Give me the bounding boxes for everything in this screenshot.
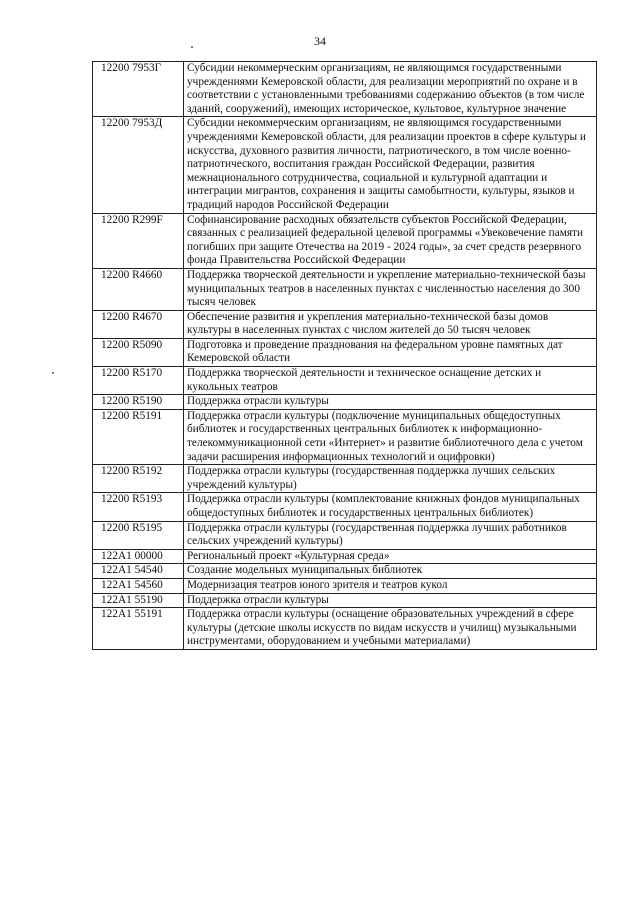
table-row	[93, 395, 597, 410]
table-row	[93, 465, 597, 493]
table-row	[93, 578, 597, 593]
table-row	[93, 564, 597, 579]
budget-code: 12200 R299F	[93, 213, 184, 268]
code-description: Поддержка творческой деятельности и техническое оснащение детских и кукольных театров	[184, 367, 597, 395]
code-description: Софинансирование расходных обязательств субъектов Российской Федерации, связанных с реализацией федеральной целевой программы «Увековечение памяти погибших при защите Отечества на 2019 - 2024 годы», за счет средств резервного фонда Правительства Российской Федерации	[184, 213, 597, 268]
table-row	[93, 268, 597, 310]
page-number: 34	[314, 34, 326, 48]
budget-code: 12200 R5190	[93, 395, 184, 410]
table-row	[93, 310, 597, 338]
table-row	[93, 521, 597, 549]
code-description: Модернизация театров юного зрителя и театров кукол	[184, 578, 597, 593]
table-row	[93, 213, 597, 268]
budget-code: 12200 R4670	[93, 310, 184, 338]
budget-codes-table	[92, 61, 597, 650]
budget-code: 122A1 00000	[93, 549, 184, 564]
table-row	[93, 593, 597, 608]
table-row	[93, 117, 597, 213]
code-description: Субсидии некоммерческим организациям, не являющимся государственными учреждениями Кемеровской области, для реализации проектов в сфере культуры и искусства, духовного развития личности, патриотического, в том числе военно-патриотического, воспитания граждан Российской Федерации, развития межнационального сотрудничества, социальной и культурной адаптации и интеграции мигрантов, сохранения и защиты самобытности, культуры, языков и традиций народов Российской Федерации	[184, 117, 597, 213]
budget-code: 122A1 54560	[93, 578, 184, 593]
budget-code: 12200 R5193	[93, 493, 184, 521]
code-description: Региональный проект «Культурная среда»	[184, 549, 597, 564]
scan-speck	[191, 46, 193, 48]
budget-code: 12200 R4660	[93, 268, 184, 310]
code-description: Поддержка отрасли культуры (оснащение образовательных учреждений в сфере культуры (детские школы искусств по видам искусств и училищ) музыкальными инструментами, оборудованием и учебными материалами)	[184, 608, 597, 650]
table-row	[93, 338, 597, 366]
table-row	[93, 493, 597, 521]
budget-code: 12200 R5195	[93, 521, 184, 549]
table-row	[93, 62, 597, 117]
budget-code: 122A1 54540	[93, 564, 184, 579]
code-description: Поддержка отрасли культуры (комплектование книжных фондов муниципальных общедоступных библиотек и государственных центральных библиотек)	[184, 493, 597, 521]
code-description: Субсидии некоммерческим организациям, не являющимся государственными учреждениями Кемеровской области, для реализации мероприятий по охране и в соответствии с установленными требованиями содержанию объектов (в том числе зданий, сооружений), имеющих историческое, культовое, культурное значение	[184, 62, 597, 117]
table-row	[93, 549, 597, 564]
table-row	[93, 367, 597, 395]
table-body	[93, 62, 597, 650]
code-description: Обеспечение развития и укрепления материально-технической базы домов культуры в населенных пунктах с числом жителей до 50 тысяч человек	[184, 310, 597, 338]
code-description: Поддержка отрасли культуры (государственная поддержка лучших сельских учреждений культуры)	[184, 465, 597, 493]
scan-speck	[52, 372, 54, 374]
code-description: Поддержка отрасли культуры	[184, 395, 597, 410]
budget-code: 12200 R5191	[93, 409, 184, 464]
budget-code: 12200 7953Д	[93, 117, 184, 213]
code-description: Поддержка творческой деятельности и укрепление материально-технической базы муниципальных театров в населенных пунктах с численностью населения до 300 тысяч человек	[184, 268, 597, 310]
table-row	[93, 608, 597, 650]
budget-code: 12200 R5170	[93, 367, 184, 395]
code-description: Создание модельных муниципальных библиотек	[184, 564, 597, 579]
budget-code: 122A1 55191	[93, 608, 184, 650]
code-description: Поддержка отрасли культуры (государственная поддержка лучших работников сельских учреждений культуры)	[184, 521, 597, 549]
table-row	[93, 409, 597, 464]
budget-code: 12200 R5090	[93, 338, 184, 366]
code-description: Поддержка отрасли культуры	[184, 593, 597, 608]
code-description: Поддержка отрасли культуры (подключение муниципальных общедоступных библиотек и государственных центральных библиотек к информационно-телекоммуникационной сети «Интернет» и развитие библиотечного дела с учетом задачи расширения информационных технологий и оцифровки)	[184, 409, 597, 464]
budget-code: 122A1 55190	[93, 593, 184, 608]
budget-code: 12200 R5192	[93, 465, 184, 493]
budget-code: 12200 7953Г	[93, 62, 184, 117]
code-description: Подготовка и проведение празднования на федеральном уровне памятных дат Кемеровской области	[184, 338, 597, 366]
